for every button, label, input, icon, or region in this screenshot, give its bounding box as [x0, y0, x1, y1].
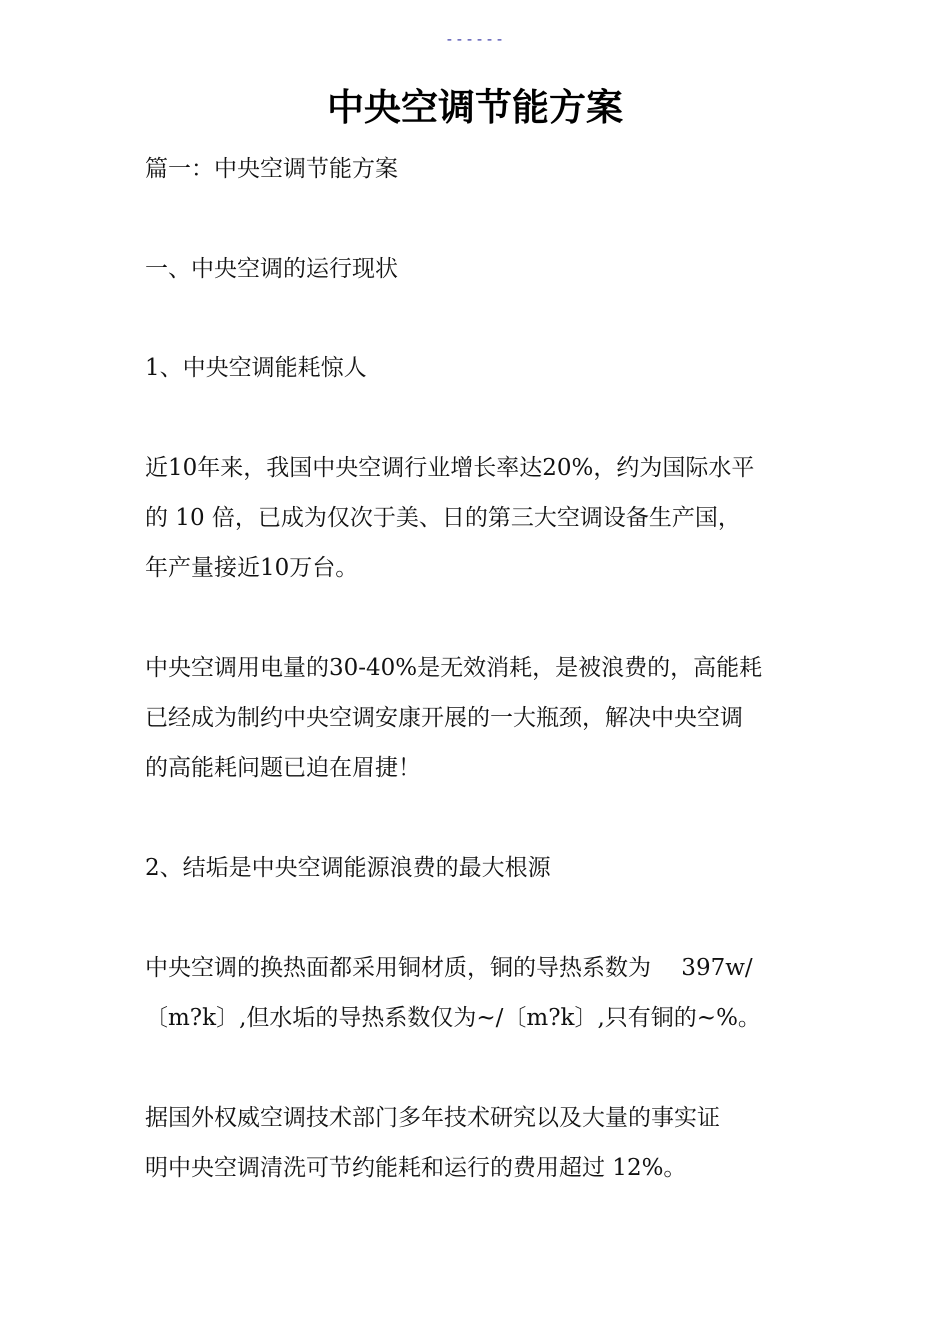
item-heading-1: 1、中央空调能耗惊人: [145, 355, 367, 381]
item-heading-2: 2、结垢是中央空调能源浪费的最大根源: [145, 855, 551, 881]
document-title: 中央空调节能方案: [327, 86, 623, 129]
paragraph-cleaning-savings: 据国外权威空调技术部门多年技术研究以及大量的事实证 明中央空调清洗可节约能耗和运行的费用超过 12%。: [145, 1105, 720, 1181]
document-subtitle: 篇一：中央空调节能方案: [145, 156, 398, 182]
paragraph-energy-waste: 中央空调用电量的30-40%是无效消耗，是被浪费的，高能耗 已经成为制约中央空调安康开展的一大瓶颈，解决中央空调 的高能耗问题已迫在眉捷！: [145, 655, 763, 781]
section-heading-1: 一、中央空调的运行现状: [145, 256, 398, 282]
paragraph-heat-conductivity: 中央空调的换热面都采用铜材质，铜的导热系数为 397w/ 〔m?k〕,但水垢的导热系数仅为~/〔m?k〕,只有铜的~%。: [145, 955, 761, 1031]
paragraph-growth: 近10年来，我国中央空调行业增长率达20%，约为国际水平 的 10 倍，已成为仅次于美、日的第三大空调设备生产国， 年产量接近10万台。: [145, 455, 755, 581]
header-rule: ------: [444, 30, 506, 48]
